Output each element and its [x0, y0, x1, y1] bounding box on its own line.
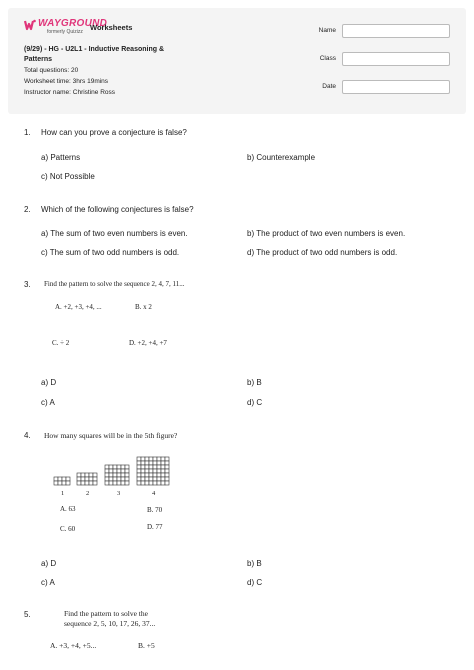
grid-square [161, 473, 165, 477]
option-b[interactable]: b) B [247, 559, 262, 568]
option-a[interactable]: a) D [41, 378, 57, 387]
grid-square [125, 465, 129, 469]
grid-square [137, 481, 141, 485]
grid-square [93, 481, 97, 485]
grid-square [85, 481, 89, 485]
grid-square [113, 465, 117, 469]
grid-square [149, 457, 153, 461]
grid-square [137, 477, 141, 481]
total-questions: Total questions: 20 [24, 67, 79, 74]
grid-square [125, 469, 129, 473]
grid-square [153, 481, 157, 485]
grid-square [165, 469, 169, 473]
image-choice-b: B. x 2 [135, 303, 152, 311]
option-a[interactable]: a) The sum of two even numbers is even. [41, 229, 188, 238]
question-number: 1. [24, 128, 31, 137]
grid-square [153, 461, 157, 465]
grid-square [89, 477, 93, 481]
grid-square [62, 477, 66, 481]
grid-square [145, 469, 149, 473]
grid-square [153, 457, 157, 461]
grid-square [137, 465, 141, 469]
grid-square [137, 461, 141, 465]
grid-square [161, 477, 165, 481]
question-text: How can you prove a conjecture is false? [41, 128, 187, 137]
worksheet-time: Worksheet time: 3hrs 19mins [24, 78, 109, 85]
grid-square [153, 465, 157, 469]
grid-square [105, 469, 109, 473]
grid-square [165, 461, 169, 465]
grid-square [161, 461, 165, 465]
grid-square [161, 481, 165, 485]
grid-square [149, 477, 153, 481]
question-number: 3. [24, 280, 31, 289]
grid-square [161, 465, 165, 469]
option-c[interactable]: c) The sum of two odd numbers is odd. [41, 248, 180, 257]
grid-square [141, 469, 145, 473]
grid-square [149, 461, 153, 465]
grid-square [125, 481, 129, 485]
grid-square [105, 481, 109, 485]
square-figure-1 [54, 477, 70, 485]
image-choice-c: C. ÷ 2 [52, 339, 70, 347]
question-number: 4. [24, 431, 31, 440]
grid-square [145, 461, 149, 465]
option-d[interactable]: d) The product of two odd numbers is odd. [247, 248, 398, 257]
grid-square [77, 481, 81, 485]
figure-label: 4 [152, 490, 156, 497]
logo-subtitle: formerly Quizizz [47, 29, 83, 35]
option-c[interactable]: c) A [41, 578, 55, 587]
option-b[interactable]: b) Counterexample [247, 153, 316, 162]
grid-square [149, 481, 153, 485]
class-label: Class [319, 55, 336, 62]
image-prompt-line-2: sequence 2, 5, 10, 17, 26, 37... [64, 619, 156, 628]
grid-square [117, 465, 121, 469]
square-figure-3 [105, 465, 129, 485]
grid-square [157, 465, 161, 469]
grid-square [109, 469, 113, 473]
option-c[interactable]: c) Not Possible [41, 172, 95, 181]
option-d[interactable]: d) C [247, 578, 263, 587]
grid-square [149, 465, 153, 469]
grid-square [93, 473, 97, 477]
grid-square [165, 457, 169, 461]
grid-square [121, 481, 125, 485]
grid-square [125, 473, 129, 477]
grid-square [157, 461, 161, 465]
image-choice-b: B. +5 [138, 641, 155, 650]
grid-square [165, 481, 169, 485]
grid-square [157, 477, 161, 481]
grid-square [117, 481, 121, 485]
grid-square [109, 477, 113, 481]
instructor-name: Instructor name: Christine Ross [24, 89, 116, 96]
grid-square [81, 477, 85, 481]
grid-square [113, 473, 117, 477]
grid-square [89, 481, 93, 485]
square-figure-4 [137, 457, 169, 485]
grid-square [137, 469, 141, 473]
grid-square [113, 477, 117, 481]
grid-square [85, 477, 89, 481]
grid-square [145, 481, 149, 485]
grid-square [77, 473, 81, 477]
grid-square [141, 473, 145, 477]
figure-label: 3 [117, 490, 121, 497]
figure-label: 2 [86, 490, 90, 497]
grid-square [165, 473, 169, 477]
name-field[interactable] [342, 24, 450, 38]
image-prompt: How many squares will be in the 5th figure? [44, 431, 178, 440]
class-field[interactable] [342, 52, 450, 66]
grid-square [105, 473, 109, 477]
grid-square [54, 477, 58, 481]
grid-square [157, 457, 161, 461]
grid-square [117, 477, 121, 481]
option-b[interactable]: b) B [247, 378, 262, 387]
option-a[interactable]: a) Patterns [41, 153, 81, 162]
worksheet-header [8, 8, 466, 114]
grid-square [121, 477, 125, 481]
option-b[interactable]: b) The product of two even numbers is even. [247, 229, 406, 238]
grid-square [105, 465, 109, 469]
grid-square [157, 469, 161, 473]
image-prompt-line-1: Find the pattern to solve the [64, 609, 148, 618]
grid-square [145, 465, 149, 469]
image-choice-a: A. 63 [60, 505, 76, 513]
grid-square [77, 477, 81, 481]
image-choice-d: D. +2, +4, +7 [129, 339, 167, 347]
logo-wordmark: WAYGROUND [38, 18, 108, 29]
grid-square [141, 481, 145, 485]
grid-square [153, 469, 157, 473]
grid-square [66, 481, 70, 485]
question-number: 5. [24, 610, 31, 619]
grid-square [141, 461, 145, 465]
grid-square [141, 465, 145, 469]
grid-square [109, 473, 113, 477]
grid-square [117, 469, 121, 473]
grid-square [125, 477, 129, 481]
grid-square [117, 473, 121, 477]
grid-square [153, 477, 157, 481]
date-label: Date [322, 83, 336, 90]
image-choice-a: A. +3, +4, +5... [50, 641, 97, 650]
grid-square [145, 477, 149, 481]
grid-square [161, 457, 165, 461]
grid-square [137, 473, 141, 477]
grid-square [165, 477, 169, 481]
grid-square [81, 481, 85, 485]
grid-square [62, 481, 66, 485]
square-figure-2 [77, 473, 97, 485]
grid-square [113, 469, 117, 473]
grid-square [153, 473, 157, 477]
image-choice-c: C. 60 [60, 525, 76, 533]
grid-square [105, 477, 109, 481]
grid-square [81, 473, 85, 477]
image-choice-d: D. 77 [147, 523, 163, 531]
grid-square [141, 477, 145, 481]
grid-square [157, 481, 161, 485]
grid-square [121, 465, 125, 469]
grid-square [58, 477, 62, 481]
grid-square [89, 473, 93, 477]
app-title: Worksheets [90, 23, 133, 32]
grid-square [145, 473, 149, 477]
grid-square [109, 465, 113, 469]
grid-square [141, 457, 145, 461]
name-label: Name [318, 27, 336, 34]
logo-icon [24, 19, 36, 31]
figure-label: 1 [61, 490, 65, 497]
worksheet-title: (9/29) - HG - U2L1 - Inductive Reasoning & Patterns [24, 46, 165, 63]
grid-square [157, 473, 161, 477]
option-c[interactable]: c) A [41, 398, 55, 407]
grid-square [85, 473, 89, 477]
option-a[interactable]: a) D [41, 559, 57, 568]
grid-square [93, 477, 97, 481]
image-choice-a: A. +2, +3, +4, ... [55, 303, 102, 311]
question-number: 2. [24, 205, 31, 214]
square-pattern-figures [52, 440, 182, 488]
grid-square [58, 481, 62, 485]
image-choice-b: B. 70 [147, 506, 163, 514]
grid-square [121, 473, 125, 477]
grid-square [149, 473, 153, 477]
grid-square [161, 469, 165, 473]
grid-square [137, 457, 141, 461]
date-field[interactable] [342, 80, 450, 94]
image-prompt: Find the pattern to solve the sequence 2, 4, 7, 11... [44, 280, 185, 288]
question-text: Which of the following conjectures is false? [41, 205, 194, 214]
grid-square [149, 469, 153, 473]
grid-square [66, 477, 70, 481]
option-d[interactable]: d) C [247, 398, 263, 407]
grid-square [54, 481, 58, 485]
grid-square [109, 481, 113, 485]
grid-square [165, 465, 169, 469]
grid-square [121, 469, 125, 473]
grid-square [113, 481, 117, 485]
grid-square [145, 457, 149, 461]
